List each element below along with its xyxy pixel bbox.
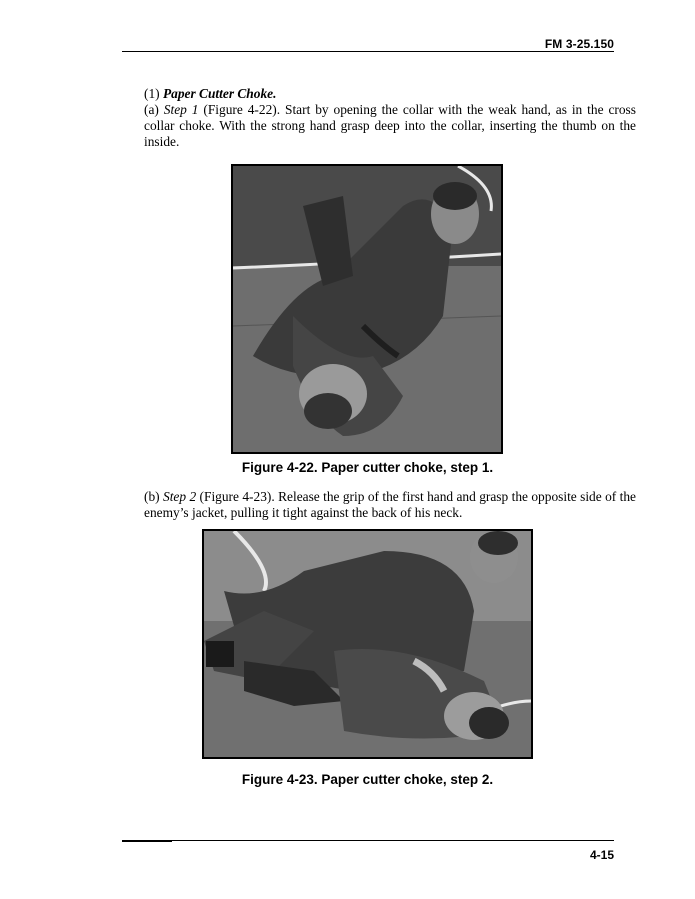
section-heading bbox=[122, 86, 636, 102]
step2-prefix: (b) bbox=[144, 489, 160, 504]
figure-4-23-illustration bbox=[204, 531, 531, 757]
step2-paragraph bbox=[122, 489, 636, 521]
figure-4-23-caption: Figure 4-23. Paper cutter choke, step 2. bbox=[241, 772, 494, 787]
page-number: 4-15 bbox=[589, 848, 614, 862]
footer-rule bbox=[122, 840, 614, 841]
section-title: Paper Cutter Choke. bbox=[162, 86, 277, 101]
step1-paragraph bbox=[122, 102, 636, 150]
step2-label: Step 2 bbox=[163, 489, 197, 504]
figure-4-22-photo bbox=[231, 164, 503, 454]
step1-label: Step 1 bbox=[163, 102, 199, 117]
step1-prefix: (a) bbox=[144, 102, 159, 117]
header-document-id: FM 3-25.150 bbox=[544, 37, 614, 51]
step2-text: (Figure 4-23). Release the grip of the first hand and grasp the opposite side of the enemy’s jacket, pulling it tight against the back of his neck. bbox=[144, 489, 636, 520]
figure-4-22-illustration bbox=[233, 166, 501, 452]
figure-4-23-photo bbox=[202, 529, 533, 759]
footer-rule-accent bbox=[122, 841, 172, 842]
figure-4-22-caption: Figure 4-22. Paper cutter choke, step 1. bbox=[241, 460, 494, 475]
step1-text: (Figure 4-22). Start by opening the collar with the weak hand, as in the cross collar choke. With the strong hand grasp deep into the collar, inserting the thumb on the inside. bbox=[144, 102, 636, 149]
section-number: (1) bbox=[144, 86, 160, 101]
header-rule bbox=[122, 51, 614, 52]
